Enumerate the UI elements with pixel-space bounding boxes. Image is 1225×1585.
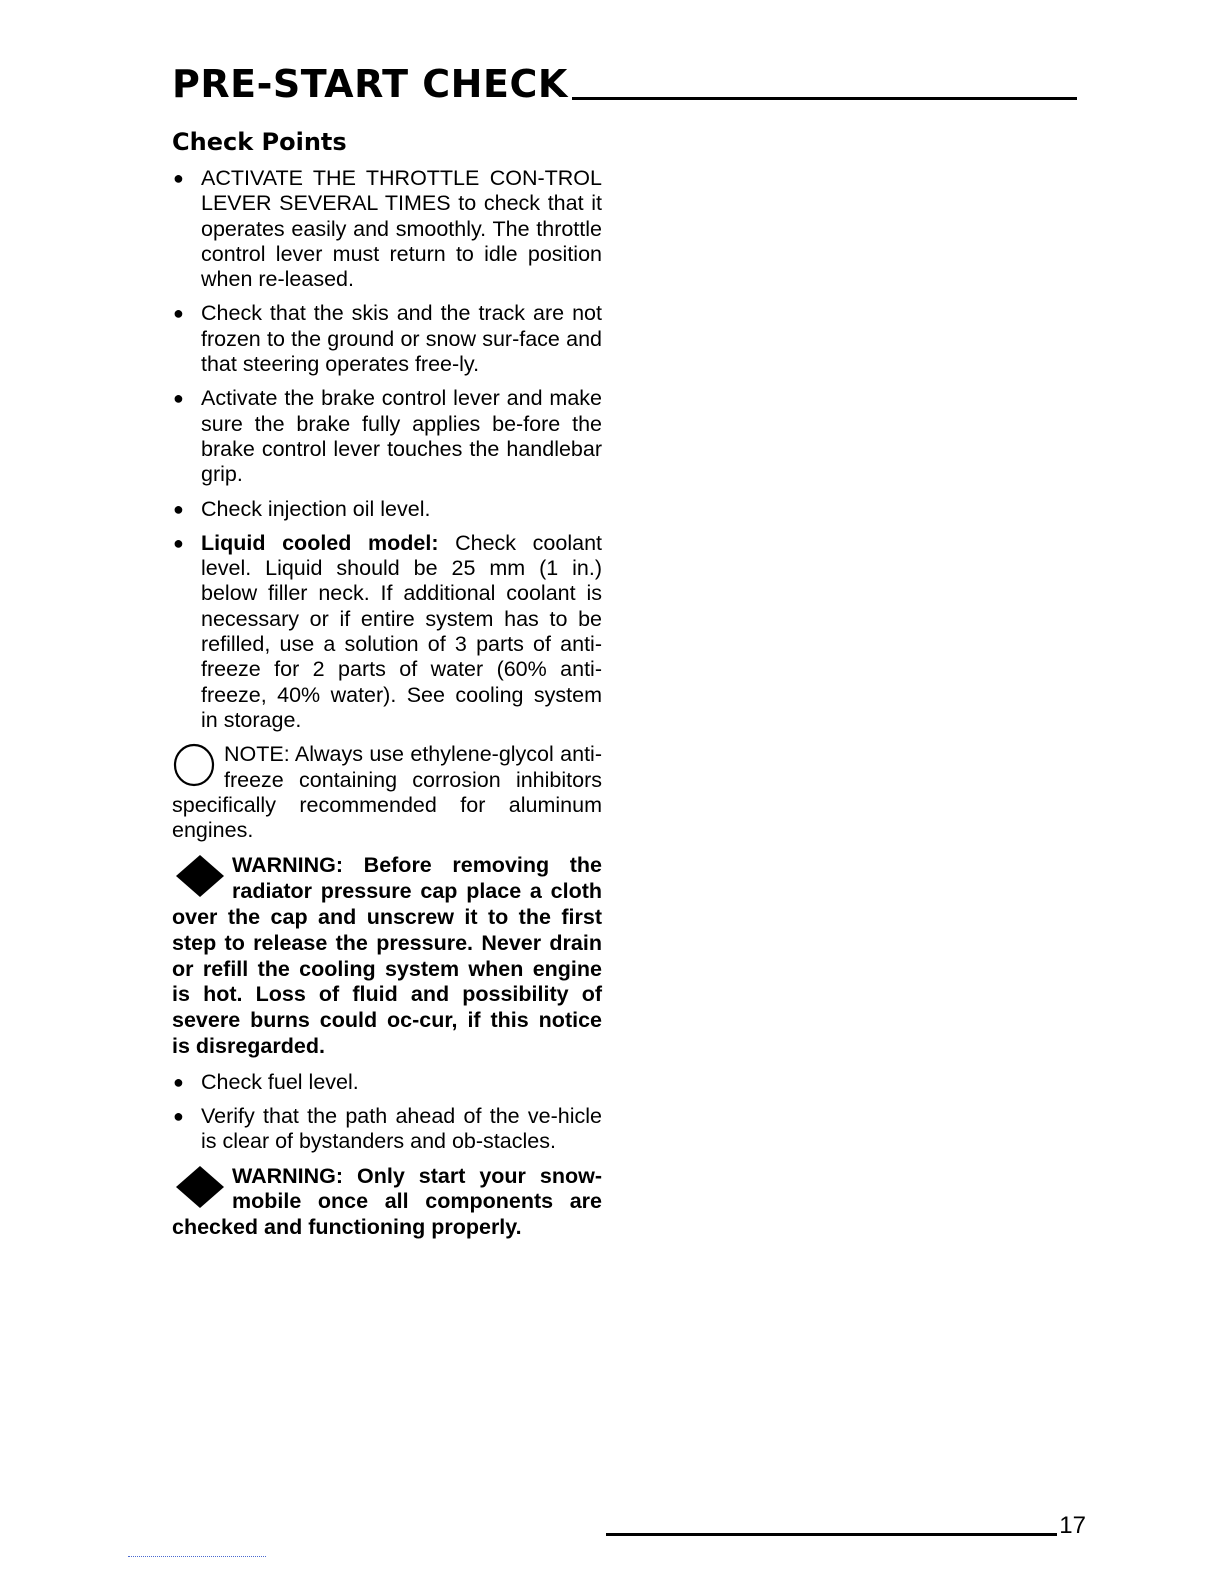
bullet-dot-icon: ● [173, 168, 184, 188]
note-circle-icon [172, 742, 224, 792]
bullet-dot-icon: ● [173, 1106, 184, 1127]
list-item [172, 386, 602, 487]
list-item [172, 497, 602, 522]
page-title: PRE-START CHECK [172, 62, 568, 106]
list-item-lead: Liquid cooled model: [201, 530, 439, 555]
header-rule [572, 97, 1077, 100]
section-heading: Check Points [172, 128, 347, 156]
bullet-dot-icon: ● [173, 388, 184, 409]
list-item-text: Check injection oil level. [201, 496, 431, 521]
list-item [172, 531, 602, 733]
list-item [172, 1070, 602, 1095]
list-item [172, 1104, 602, 1155]
warning-diamond-icon [172, 853, 232, 899]
scan-artifact [128, 1556, 266, 1557]
warning-text: WARNING: Only start your snow-mobile once all components are checked and functioning properly. [172, 1163, 602, 1240]
warning-block-coolant [172, 853, 602, 1059]
bullet-dot-icon: ● [173, 1071, 184, 1092]
content-column [172, 166, 602, 1251]
list-item-text: Check fuel level. [201, 1069, 359, 1094]
page-number: 17 [1059, 1512, 1086, 1539]
list-item-text: Check that the skis and the track are not frozen to the ground or snow sur-face and that steering operates free-ly. [201, 301, 602, 377]
list-item-text: Verify that the path ahead of the ve-hicle is clear of bystanders and ob-stacles. [201, 1104, 602, 1154]
footer-rule [606, 1533, 1057, 1536]
bullet-dot-icon: ● [173, 532, 184, 553]
list-item-text: ACTIVATE THE THROTTLE CON-TROL LEVER SEVERAL TIMES to check that it operates easily and smoothly. The throttle control lever must return to idle position when re-leased. [201, 166, 602, 292]
note-block [172, 742, 602, 843]
bullet-dot-icon: ● [173, 303, 184, 324]
list-item [172, 166, 602, 292]
warning-block-start [172, 1164, 602, 1241]
check-list-bottom [172, 1070, 602, 1155]
note-text: NOTE: Always use ethylene-glycol anti-freeze containing corrosion inhibitors specifically recommended for aluminum engines. [172, 742, 602, 843]
warning-text: WARNING: Before removing the radiator pressure cap place a cloth over the cap and unscrew it to the first step to release the pressure. Never drain or refill the cooling system when engine is hot. Loss of fluid and possibility of severe burns could oc-cur, if this notice is disregarded. [172, 853, 602, 1058]
page-header [172, 56, 1077, 106]
list-item-text: Check coolant level. Liquid should be 25 mm (1 in.) below filler neck. If additional coolant is necessary or if entire system has to be refilled, use a solution of 3 parts of anti-freeze for 2 parts of water (60% anti-freeze, 40% water). See cooling system in storage. [201, 530, 602, 732]
bullet-dot-icon: ● [173, 498, 184, 519]
warning-diamond-icon [172, 1164, 232, 1210]
page-footer [606, 1510, 1086, 1540]
list-item-text: Activate the brake control lever and make sure the brake fully applies be-fore the brake control lever touches the handlebar grip. [201, 386, 602, 487]
list-item [172, 301, 602, 377]
check-list-top [172, 166, 602, 733]
